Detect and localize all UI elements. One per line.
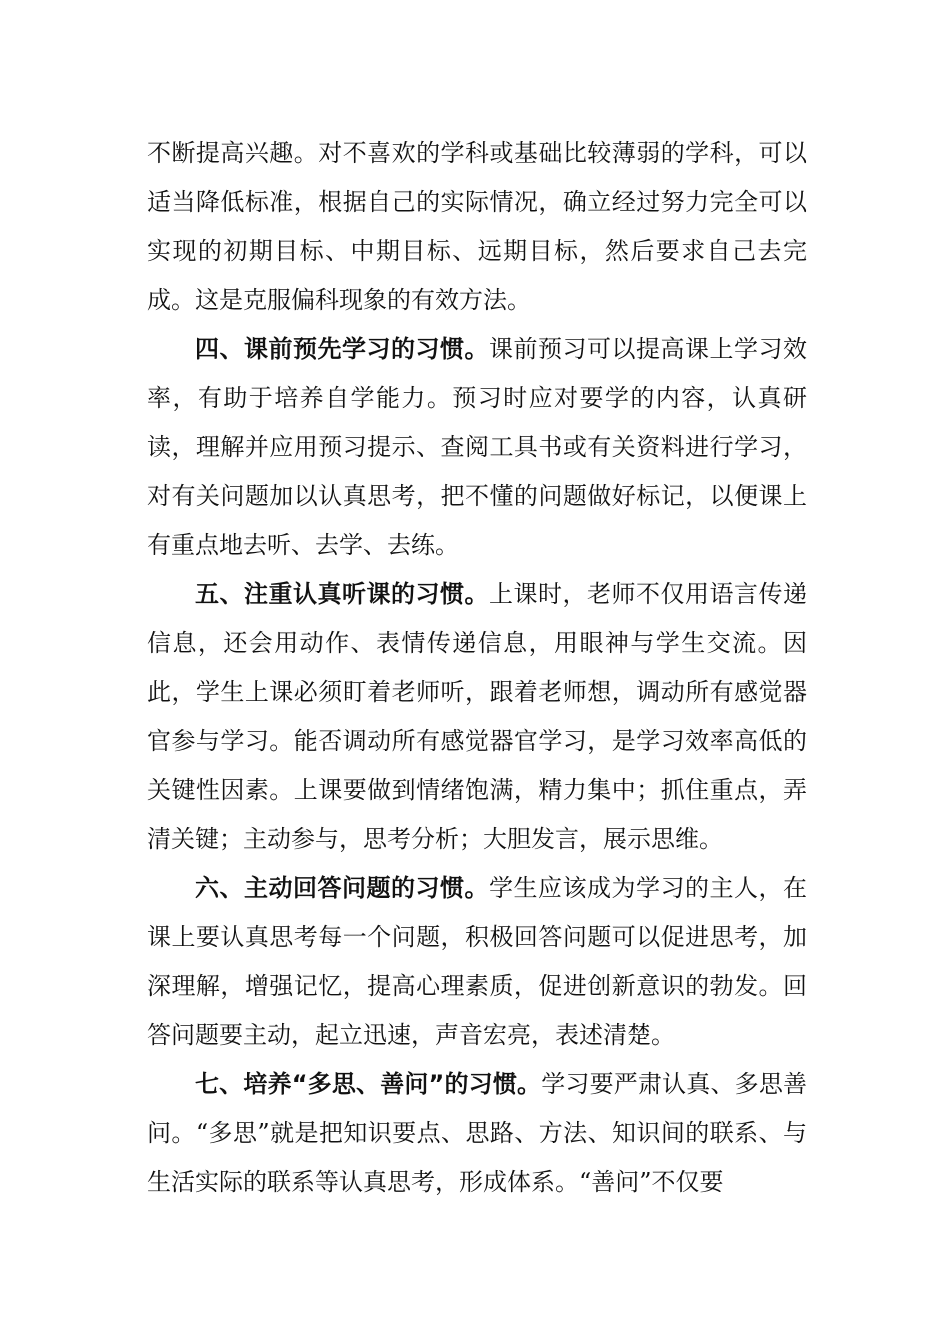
section-heading: 七、培养“多思、善问”的习惯。 <box>195 1070 542 1098</box>
section-heading: 四、课前预先学习的习惯。 <box>195 335 489 363</box>
paragraph-section-6 <box>147 864 807 1060</box>
paragraph-text: 上课时，老师不仅用语言传递信息，还会用动作、表情传递信息，用眼神与学生交流。因此，学生上课必须盯着老师听，跟着老师想，调动所有感觉器官参与学习。能否调动所有感觉器官学习，是学习效率高低的关键性因素。上课要做到情绪饱满，精力集中；抓住重点，弄清关键；主动参与，思考分析；大胆发言，展示思维。 <box>147 580 807 853</box>
paragraph-text: 学生应该成为学习的主人，在课上要认真思考每一个问题，积极回答问题可以促进思考，加深理解，增强记忆，提高心理素质，促进创新意识的勃发。回答问题要主动，起立迅速，声音宏亮，表述清楚。 <box>147 874 807 1049</box>
paragraph-text: 不断提高兴趣。对不喜欢的学科或基础比较薄弱的学科，可以适当降低标准，根据自己的实际情况，确立经过努力完全可以实现的初期目标、中期目标、远期目标，然后要求自己去完成。这是克服偏科现象的有效方法。 <box>147 139 807 314</box>
paragraph-section-5 <box>147 570 807 864</box>
paragraph-section-7 <box>147 1060 807 1207</box>
section-heading: 五、注重认真听课的习惯。 <box>195 580 489 608</box>
paragraph-continuation <box>147 129 807 325</box>
section-heading: 六、主动回答问题的习惯。 <box>195 874 489 902</box>
paragraph-text: 学习要严肃认真、多思善问。“多思”就是把知识要点、思路、方法、知识间的联系、与生活实际的联系等认真思考，形成体系。“善问”不仅要 <box>147 1070 807 1196</box>
paragraph-section-4 <box>147 325 807 570</box>
paragraph-text: 课前预习可以提高课上学习效率，有助于培养自学能力。预习时应对要学的内容，认真研读，理解并应用预习提示、查阅工具书或有关资料进行学习，对有关问题加以认真思考，把不懂的问题做好标记，以便课上有重点地去听、去学、去练。 <box>147 335 807 559</box>
document-body <box>147 129 807 1207</box>
